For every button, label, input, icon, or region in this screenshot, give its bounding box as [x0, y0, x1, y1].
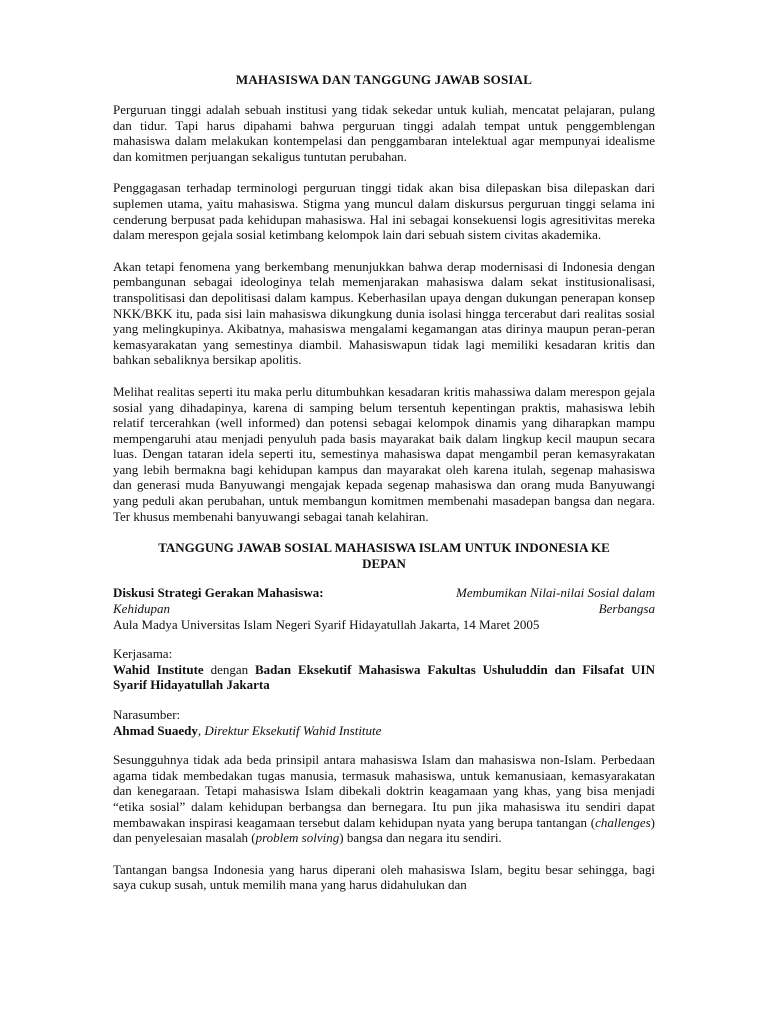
diskusi-subtitle-b-left: Kehidupan: [113, 601, 171, 617]
kerjasama-block: [113, 646, 655, 693]
kerjasama-org2: Badan Eksekutif Mahasiswa Fakultas Ushuluddin dan Filsafat UIN Syarif Hidayatullah Jakarta: [113, 661, 655, 693]
narasumber-role: , Direktur Eksekutif Wahid Institute: [197, 722, 382, 738]
document-title: MAHASISWA DAN TANGGUNG JAWAB SOSIAL: [235, 72, 533, 87]
paragraph-5-problem-solving: problem solving: [255, 830, 340, 846]
diskusi-block: [113, 585, 655, 632]
diskusi-subtitle-a: Membumikan Nilai-nilai Sosial dalam: [456, 585, 655, 601]
diskusi-label: Diskusi Strategi Gerakan Mahasiswa:: [113, 585, 324, 601]
paragraph-5-part-a: Sesungguhnya tidak ada beda prinsipil antara mahasiswa Islam dan mahasiswa non-Islam. Perbedaan agama tidak membedakan tugas manusia, termasuk mahasiswa, untuk kemanusiaan, kemasyarakatan dan kenegaraan. Tetapi mahasiswa Islam dibekali doktrin keagamaan yang khas, yang bisa menjadi “etika sosial” dalam kehidupan berbangsa dan bernegara. Itu pun jika mahasiswa itu sendiri dapat membawakan inspirasi keagamaan tersebut dalam kehidupan nyata yang berupa tantangan (: [113, 752, 655, 830]
paragraph-2: Penggagasan terhadap terminologi perguruan tinggi tidak akan bisa dilepaskan bisa dilepaskan dari suplemen utama, yaitu mahasiswa. Stigma yang muncul dalam diskursus perguruan tinggi selama ini cenderung berpusat pada kehidupan mahasiswa. Hal ini sebagai konsekuensi logis agresitivitas mereka dalam merespon gejala sosial ketimbang kelompok lain dari sebuah sistem civitas akademika.: [113, 180, 655, 243]
kerjasama-org1: Wahid Institute: [113, 661, 204, 677]
paragraph-5-part-c: ) bangsa dan negara itu sendiri.: [339, 830, 502, 846]
diskusi-subtitle-b-right: Berbangsa: [598, 601, 655, 617]
section-title: TANGGUNG JAWAB SOSIAL MAHASISWA ISLAM UNTUK INDONESIA KE DEPAN: [158, 540, 610, 571]
narasumber-block: [113, 707, 655, 738]
kerjasama-label: Kerjasama:: [113, 646, 173, 662]
paragraph-6: Tantangan bangsa Indonesia yang harus diperani oleh mahasiswa Islam, begitu besar sehingga, bagi saya cukup susah, untuk memilih mana yang harus didahulukan dan: [113, 861, 655, 893]
diskusi-venue: Aula Madya Universitas Islam Negeri Syarif Hidayatullah Jakarta, 14 Maret 2005: [113, 616, 540, 632]
narasumber-name: Ahmad Suaedy: [113, 722, 198, 738]
narasumber-label: Narasumber:: [113, 707, 181, 722]
paragraph-1: Perguruan tinggi adalah sebuah institusi yang tidak sekedar untuk kuliah, mencatat pelajaran, pulang dan tidur. Tapi harus dipahami bahwa perguruan tinggi adalah tempat untuk penggemblengan mahasiswa dalam melakukan kontempelasi dan penggambaran intelektual agar mempunyai idealisme dan komitmen perjuangan sekaligus tuntutan perubahan.: [113, 102, 655, 164]
paragraph-5: [113, 752, 655, 846]
paragraph-5-part-b: ) dan penyelesaian masalah (: [113, 814, 655, 846]
paragraph-3: Akan tetapi fenomena yang berkembang menunjukkan bahwa derap modernisasi di Indonesia dengan pembangunan sebagai ideologinya telah memenjarakan mahasiswa dalam sekat institusionalisasi, transpolitisasi dan depolitisasi dalam kampus. Keberhasilan upaya dengan dukungan penerapan konsep NKK/BKK itu, pada sisi lain mahasiswa dikungkung dunia isolasi hingga tercerabut dari realitas sosial yang melingkupinya. Akibatnya, mahasiswa mengalami kegamangan atas dirinya maupun peran-peran kemasyarakatan yang semestinya diambil. Mahasiswapun tidak lagi memiliki kesadaran kritis dan bahkan sebaliknya bersikap apolitis.: [113, 258, 655, 368]
diskusi-line-2: [113, 601, 655, 617]
paragraph-5-challenges: challenges: [595, 814, 651, 830]
kerjasama-connector: dengan: [203, 661, 255, 677]
paragraph-4: Melihat realitas seperti itu maka perlu ditumbuhkan kesadaran kritis mahassiwa dalam merespon gejala sosial yang dihadapinya, karena di samping belum tersentuh kepentingan praktis, mahasiswa lebih relatif tercerahkan (well informed) dan potensi sebagai kelompok dinamis yang diharapkan mampu mempengaruhi atau menjadi penyuluh pada basis mayarakat baik dalam lingkup kecil maupun secara luas. Dengan tataran idela seperti itu, semestinya mahasiswa dapat mengambil peran kemasyrakatan yang lebih bermakna bagi kehidupan kampus dan mayarakat oleh karena itulah, segenap mahasiswa dan generasi muda Banyuwangi mengajak kepada segenap mahasiswa dan orang muda Banyuwangi yang peduli akan perubahan, untuk membangun komitmen membenahi masadepan bangsa dan negara. Ter khusus membenahi banyuwangi sebagai tanah kelahiran.: [113, 383, 655, 524]
diskusi-line-1: [113, 585, 655, 601]
